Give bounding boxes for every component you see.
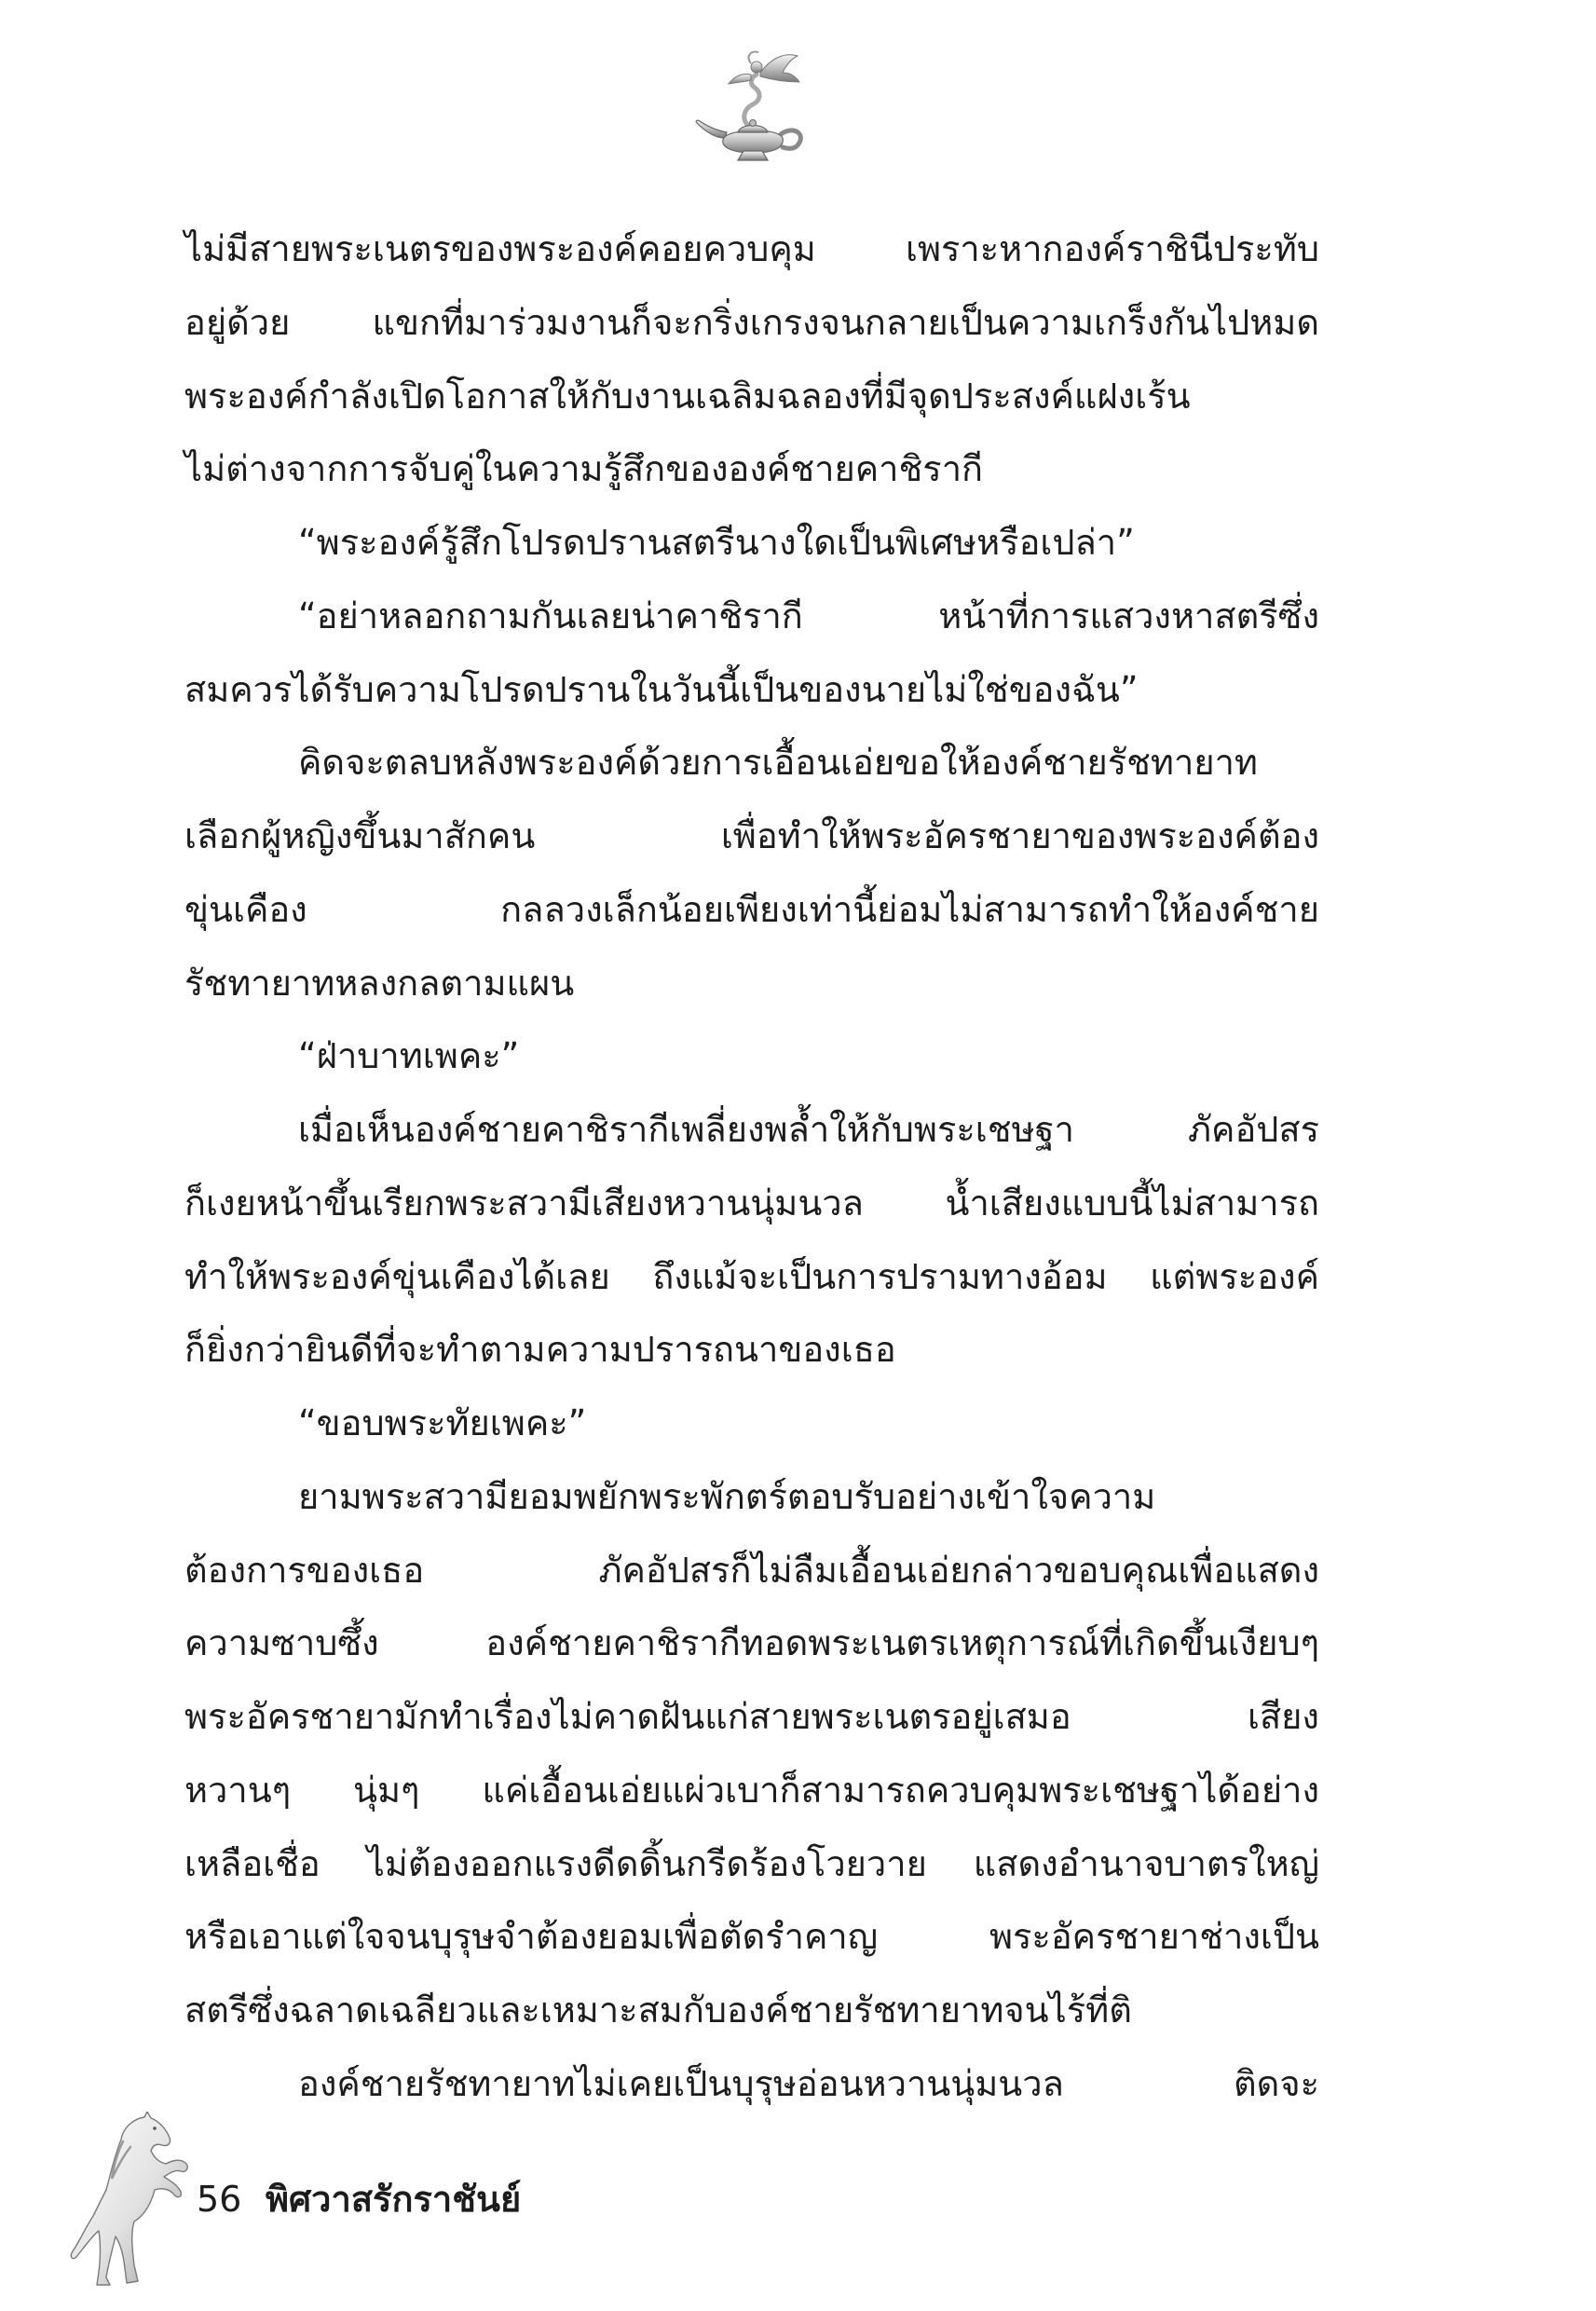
lamp-knob xyxy=(750,120,757,127)
text-line: ก็ยิ่งกว่ายินดีที่จะทำตามความปรารถนาของเธอ xyxy=(184,1329,896,1371)
text-line: เหลือเชื่อ ไม่ต้องออกแรงดีดดิ้นกรีดร้องโวยวาย แสดงอำนาจบาตรใหญ่ xyxy=(184,1842,1319,1884)
text-line: “อย่าหลอกถามกันเลยน่าคาชิรากี หน้าที่การแสวงหาสตรีซึ่ง xyxy=(298,595,1319,636)
paragraph xyxy=(184,726,1319,1019)
text-line: องค์ชายรัชทายาทไม่เคยเป็นบุรุษอ่อนหวานนุ่มนวล ติดจะ xyxy=(298,2062,1319,2104)
text-line: สมควรได้รับความโปรดปรานในวันนี้เป็นของนายไม่ใช่ของฉัน” xyxy=(184,668,1139,710)
text-line: เมื่อเห็นองค์ชายคาชิรากีเพลี่ยงพล้ำให้กับพระเชษฐา ภัคอัปสร xyxy=(298,1109,1319,1150)
text-line: เลือกผู้หญิงขึ้นมาสักคน เพื่อทำให้พระอัครชายาของพระองค์ต้อง xyxy=(184,815,1319,856)
paragraph xyxy=(184,1387,1319,1460)
genie-left-wing xyxy=(729,74,751,84)
paragraph xyxy=(184,1093,1319,1387)
text-line: ยามพระสวามียอมพยักพระพักตร์ตอบรับอย่างเข้าใจความ xyxy=(298,1475,1156,1517)
horse-body xyxy=(71,2112,187,2285)
text-line: ก็เงยหน้าขึ้นเรียกพระสวามีเสียงหวานนุ่มนวล น้ำเสียงแบบนี้ไม่สามารถ xyxy=(184,1182,1319,1224)
text-line: รัชทายาทหลงกลตามแผน xyxy=(184,962,575,1004)
text-line: ต้องการของเธอ ภัคอัปสรก็ไม่ลืมเอื้อนเอ่ยกล่าวขอบคุณเพื่อแสดง xyxy=(184,1549,1319,1591)
text-line: ไม่ต่างจากการจับคู่ในความรู้สึกขององค์ชายคาชิรากี xyxy=(184,448,984,490)
text-line: ไม่มีสายพระเนตรของพระองค์คอยควบคุม เพราะหากองค์ราชินีประทับ xyxy=(184,228,1319,269)
paragraph xyxy=(184,1460,1319,2047)
horse-eye xyxy=(153,2126,157,2130)
book-title: พิศวาสรักราชันย์ xyxy=(266,2179,522,2220)
genie-head xyxy=(751,62,762,73)
page-footer xyxy=(197,2176,521,2222)
text-line: พระองค์กำลังเปิดโอกาสให้กับงานเฉลิมฉลองที่มีจุดประสงค์แฝงเร้น xyxy=(184,375,1191,417)
genie-right-wing xyxy=(760,55,799,82)
text-line: “ฝ่าบาทเพคะ” xyxy=(298,1035,520,1077)
text-line: พระอัครชายามักทำเรื่องไม่คาดฝันแก่สายพระเนตรอยู่เสมอ เสียง xyxy=(184,1696,1319,1737)
magic-lamp-icon xyxy=(689,48,811,165)
text-line: ขุ่นเคือง กลลวงเล็กน้อยเพียงเท่านี้ย่อมไม่สามารถทำให้องค์ชาย xyxy=(184,888,1319,930)
paragraph xyxy=(184,2047,1319,2121)
text-line: คิดจะตลบหลังพระองค์ด้วยการเอื้อนเอ่ยขอให้องค์ชายรัชทายาท xyxy=(298,742,1258,784)
text-line: “พระองค์รู้สึกโปรดปรานสตรีนางใดเป็นพิเศษหรือเปล่า” xyxy=(298,522,1135,563)
lamp-handle xyxy=(781,130,800,148)
lamp-base xyxy=(738,151,768,160)
smoke-swirl xyxy=(744,75,759,127)
text-line: ทำให้พระองค์ขุ่นเคืองได้เลย ถึงแม้จะเป็นการปรามทางอ้อม แต่พระองค์ xyxy=(184,1255,1319,1297)
text-line: หวานๆ นุ่มๆ แค่เอื้อนเอ่ยแผ่วเบาก็สามารถควบคุมพระเชษฐาได้อย่าง xyxy=(184,1769,1319,1811)
text-line: สตรีซึ่งฉลาดเฉลียวและเหมาะสมกับองค์ชายรัชทายาทจนไร้ที่ติ xyxy=(184,1990,1132,2031)
text-line: “ขอบพระทัยเพคะ” xyxy=(298,1402,587,1443)
paragraph xyxy=(184,212,1319,506)
lamp-body xyxy=(723,130,783,153)
lamp-spout xyxy=(696,120,727,138)
text-line: อยู่ด้วย แขกที่มาร่วมงานก็จะกริ่งเกรงจนกลายเป็นความเกร็งกันไปหมด xyxy=(184,301,1319,343)
page-number: 56 xyxy=(197,2179,242,2220)
text-line: หรือเอาแต่ใจจนบุรุษจำต้องยอมเพื่อตัดรำคาญ พระอัครชายาช่างเป็น xyxy=(184,1916,1319,1958)
paragraph xyxy=(184,580,1319,727)
text-line: ความซาบซึ้ง องค์ชายคาชิรากีทอดพระเนตรเหตุการณ์ที่เกิดขึ้นเงียบๆ xyxy=(184,1622,1319,1664)
rearing-horse-icon xyxy=(65,2112,191,2289)
paragraph xyxy=(184,506,1319,580)
paragraph xyxy=(184,1019,1319,1093)
body-text xyxy=(184,212,1319,2121)
